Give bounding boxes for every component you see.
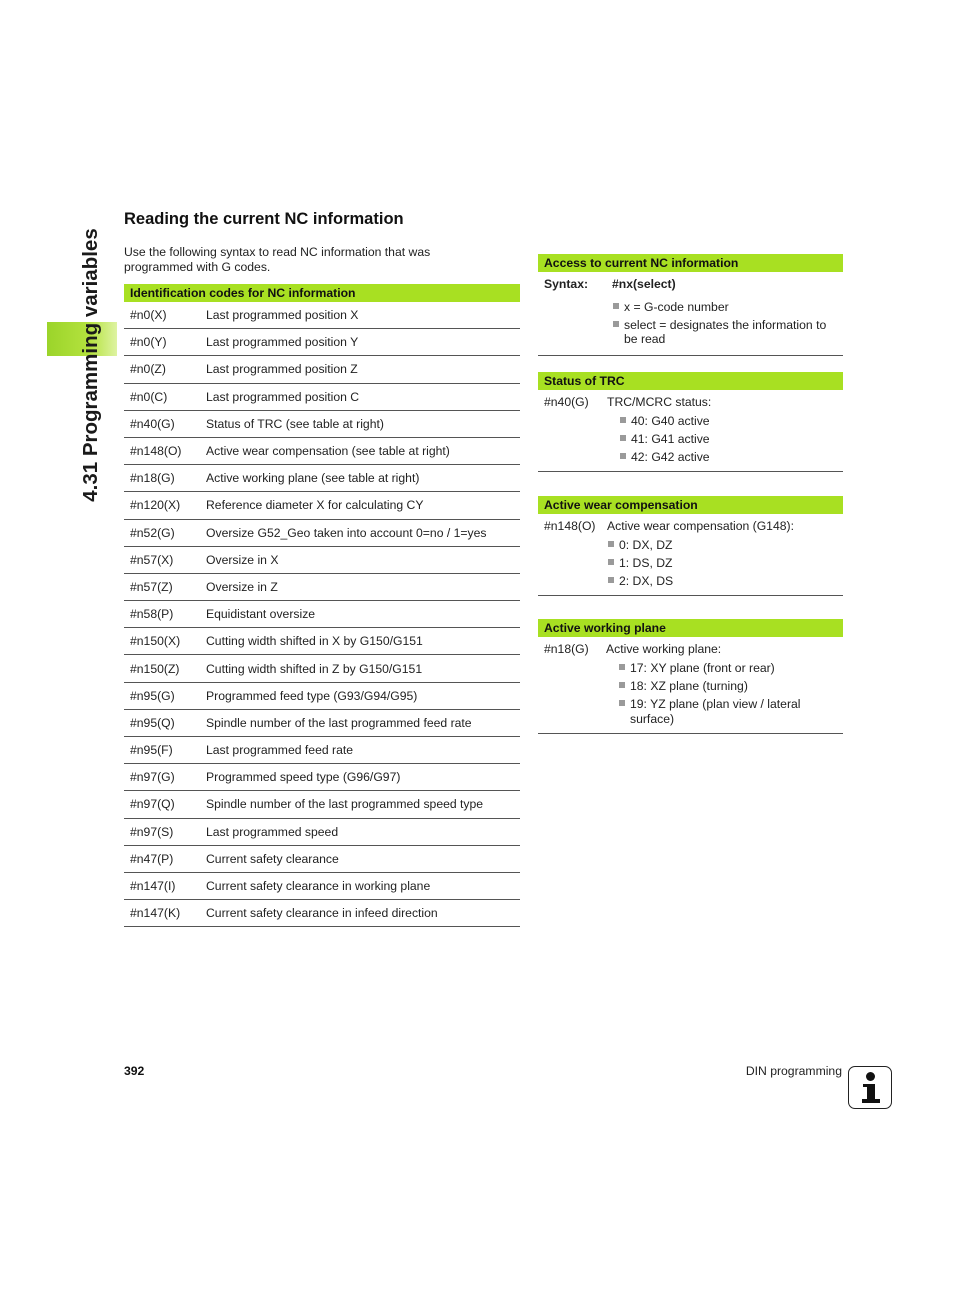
code-cell: #n147(I) bbox=[130, 879, 176, 894]
table-row bbox=[124, 492, 520, 519]
table-row bbox=[124, 411, 520, 438]
code-cell: #n150(X) bbox=[130, 634, 181, 649]
table-row bbox=[124, 900, 520, 927]
chapter-side-title bbox=[76, 214, 106, 516]
table-row bbox=[124, 737, 520, 764]
code-cell: #n148(O) bbox=[130, 444, 182, 459]
code-cell: #n57(X) bbox=[130, 552, 174, 567]
code-cell: #n120(X) bbox=[130, 498, 181, 513]
code-cell: #n40(G) bbox=[130, 416, 175, 431]
code-cell: #n97(S) bbox=[130, 824, 174, 839]
trc-status-header: Status of TRC bbox=[538, 372, 843, 390]
description-cell: Equidistant oversize bbox=[206, 607, 316, 622]
code-cell: #n52(G) bbox=[130, 525, 175, 540]
intro-line: programmed with G codes. bbox=[124, 259, 271, 274]
wear-bullet-list bbox=[607, 538, 843, 589]
description-cell: Last programmed position Z bbox=[206, 362, 358, 377]
table-row bbox=[124, 520, 520, 547]
table-row bbox=[124, 547, 520, 574]
intro-paragraph bbox=[124, 245, 474, 274]
code-cell: #n97(Q) bbox=[130, 797, 175, 812]
table-row bbox=[124, 601, 520, 628]
syntax-bullet: x = G-code number bbox=[612, 300, 843, 315]
code-cell: #n97(G) bbox=[130, 770, 175, 785]
description-cell: Active wear compensation (see table at right) bbox=[206, 444, 450, 459]
identification-codes-header: Identification codes for NC information bbox=[124, 284, 520, 302]
trc-code: #n40(G) bbox=[544, 395, 589, 409]
trc-bullet: 41: G41 active bbox=[619, 432, 843, 447]
wear-description: Active wear compensation (G148): bbox=[607, 519, 794, 533]
description-cell: Current safety clearance in working plane bbox=[206, 879, 431, 894]
plane-bullet: 19: YZ plane (plan view / lateral surface) bbox=[618, 697, 808, 726]
description-cell: Current safety clearance bbox=[206, 851, 339, 866]
code-cell: #n95(F) bbox=[130, 743, 173, 758]
description-cell: Reference diameter X for calculating CY bbox=[206, 498, 424, 513]
description-cell: Active working plane (see table at right) bbox=[206, 471, 420, 486]
table-row bbox=[124, 655, 520, 682]
code-cell: #n0(C) bbox=[130, 389, 168, 404]
description-cell: Oversize in X bbox=[206, 552, 279, 567]
page-number: 392 bbox=[124, 1064, 145, 1078]
table-row bbox=[124, 791, 520, 818]
code-cell: #n0(Z) bbox=[130, 362, 166, 377]
wear-compensation-header: Active wear compensation bbox=[538, 496, 843, 514]
wear-compensation-table bbox=[538, 496, 843, 596]
description-cell: Status of TRC (see table at right) bbox=[206, 416, 384, 431]
table-row bbox=[124, 628, 520, 655]
identification-codes-table bbox=[124, 284, 520, 927]
description-cell: Spindle number of the last programmed speed type bbox=[206, 797, 484, 812]
plane-description: Active working plane: bbox=[606, 642, 722, 656]
table-row bbox=[124, 465, 520, 492]
table-row bbox=[124, 329, 520, 356]
description-cell: Last programmed speed bbox=[206, 824, 339, 839]
code-cell: #n95(Q) bbox=[130, 715, 175, 730]
table-row bbox=[124, 302, 520, 329]
table-row bbox=[124, 819, 520, 846]
chapter-side-title-text: 4.31 Programming variables bbox=[79, 228, 102, 502]
table-row bbox=[124, 873, 520, 900]
table-row bbox=[124, 764, 520, 791]
description-cell: Cutting width shifted in X by G150/G151 bbox=[206, 634, 423, 649]
description-cell: Last programmed feed rate bbox=[206, 743, 354, 758]
code-cell: #n147(K) bbox=[130, 906, 181, 921]
info-icon bbox=[848, 1066, 892, 1109]
code-cell: #n0(X) bbox=[130, 308, 167, 323]
wear-bullet: 1: DS, DZ bbox=[607, 556, 843, 571]
code-cell: #n58(P) bbox=[130, 607, 174, 622]
code-cell: #n150(Z) bbox=[130, 661, 180, 676]
description-cell: Last programmed position Y bbox=[206, 335, 359, 350]
wear-bullet: 0: DX, DZ bbox=[607, 538, 843, 553]
plane-code: #n18(G) bbox=[544, 642, 589, 656]
access-table-header: Access to current NC information bbox=[538, 254, 843, 272]
chapter-footer: DIN programming bbox=[745, 1064, 842, 1078]
trc-bullet: 42: G42 active bbox=[619, 450, 843, 465]
description-cell: Last programmed position C bbox=[206, 389, 360, 404]
trc-status-table bbox=[538, 372, 843, 472]
table-row bbox=[124, 384, 520, 411]
plane-bullet-list bbox=[618, 661, 808, 726]
table-row bbox=[124, 846, 520, 873]
table-row bbox=[124, 356, 520, 383]
section-heading: Reading the current NC information bbox=[124, 210, 404, 228]
description-cell: Programmed feed type (G93/G94/G95) bbox=[206, 688, 418, 703]
description-cell: Oversize in Z bbox=[206, 579, 278, 594]
intro-line: Use the following syntax to read NC information that was bbox=[124, 245, 431, 259]
syntax-value: #nx(select) bbox=[612, 277, 676, 291]
syntax-bullet: select = designates the information to be read bbox=[612, 318, 843, 347]
trc-description: TRC/MCRC status: bbox=[607, 395, 712, 409]
description-cell: Oversize G52_Geo taken into account 0=no / 1=yes bbox=[206, 525, 487, 540]
plane-bullet: 18: XZ plane (turning) bbox=[618, 679, 808, 694]
wear-code: #n148(O) bbox=[544, 519, 596, 533]
code-cell: #n57(Z) bbox=[130, 579, 173, 594]
table-row bbox=[124, 683, 520, 710]
code-cell: #n0(Y) bbox=[130, 335, 167, 350]
working-plane-table bbox=[538, 619, 843, 734]
code-cell: #n95(G) bbox=[130, 688, 175, 703]
identification-codes-rows bbox=[124, 302, 520, 927]
syntax-bullet-list bbox=[612, 300, 843, 347]
syntax-label: Syntax: bbox=[544, 277, 589, 291]
plane-bullet: 17: XY plane (front or rear) bbox=[618, 661, 808, 676]
code-cell: #n47(P) bbox=[130, 851, 174, 866]
table-row bbox=[124, 438, 520, 465]
description-cell: Spindle number of the last programmed feed rate bbox=[206, 715, 472, 730]
trc-bullet-list bbox=[619, 414, 843, 465]
description-cell: Cutting width shifted in Z by G150/G151 bbox=[206, 661, 423, 676]
table-row bbox=[124, 710, 520, 737]
access-table bbox=[538, 254, 843, 356]
description-cell: Current safety clearance in infeed direction bbox=[206, 906, 438, 921]
description-cell: Last programmed position X bbox=[206, 308, 359, 323]
code-cell: #n18(G) bbox=[130, 471, 175, 486]
table-row bbox=[124, 574, 520, 601]
description-cell: Programmed speed type (G96/G97) bbox=[206, 770, 401, 785]
wear-bullet: 2: DX, DS bbox=[607, 574, 843, 589]
working-plane-header: Active working plane bbox=[538, 619, 843, 637]
trc-bullet: 40: G40 active bbox=[619, 414, 843, 429]
